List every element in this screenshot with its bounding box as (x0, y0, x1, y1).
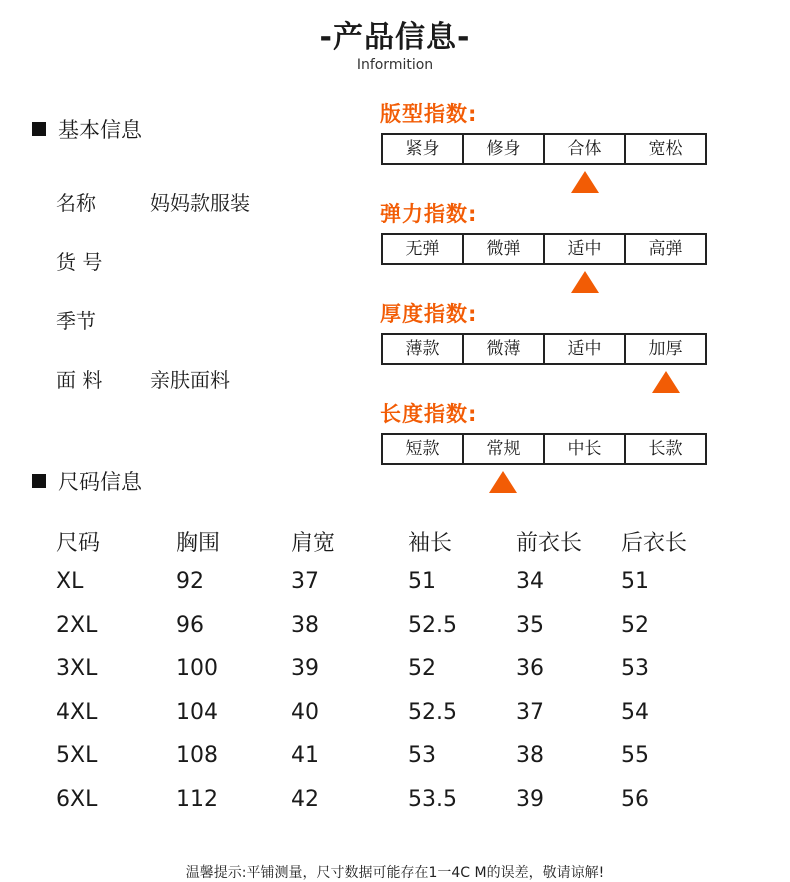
size-cell-bust: 108 (176, 743, 218, 768)
size-cell-front-length: 35 (516, 613, 544, 638)
field-value-name: 妈妈款服装 (150, 191, 250, 215)
size-cell-size: 6XL (56, 787, 98, 812)
size-cell-shoulder: 41 (291, 743, 319, 768)
fit-index-option: 合体 (543, 135, 624, 163)
basic-info-heading (32, 114, 142, 144)
size-cell-back-length: 53 (621, 656, 649, 681)
thickness-index-title: 厚度指数: (380, 302, 478, 326)
size-cell-back-length: 54 (621, 700, 649, 725)
elasticity-index-title: 弹力指数: (380, 202, 478, 226)
thickness-index-option: 薄款 (405, 339, 440, 359)
thickness-index-option: 适中 (543, 335, 624, 363)
elasticity-index-option: 适中 (543, 235, 624, 263)
size-header-bust: 胸围 (176, 531, 221, 556)
size-cell-sleeve: 52 (408, 656, 436, 681)
size-cell-sleeve: 51 (408, 569, 436, 594)
fit-index-title: 版型指数: (380, 102, 478, 126)
elasticity-index-option: 无弹 (405, 239, 440, 259)
size-header-front-length: 前衣长 (516, 531, 583, 556)
size-cell-back-length: 51 (621, 569, 649, 594)
size-header-back-length: 后衣长 (621, 531, 688, 556)
size-cell-shoulder: 38 (291, 613, 319, 638)
fit-index-marker-triangle-icon (571, 171, 599, 193)
elasticity-index-option: 高弹 (624, 235, 705, 263)
size-header-size: 尺码 (56, 531, 101, 556)
size-info-heading (32, 466, 142, 496)
size-cell-bust: 92 (176, 569, 204, 594)
size-cell-front-length: 37 (516, 700, 544, 725)
size-cell-front-length: 36 (516, 656, 544, 681)
length-index-marker-triangle-icon (489, 471, 517, 493)
size-cell-shoulder: 40 (291, 700, 319, 725)
size-header-sleeve: 袖长 (408, 531, 453, 556)
size-cell-front-length: 38 (516, 743, 544, 768)
fit-index-option: 宽松 (624, 135, 705, 163)
size-cell-back-length: 55 (621, 743, 649, 768)
size-cell-front-length: 34 (516, 569, 544, 594)
size-cell-sleeve: 53 (408, 743, 436, 768)
size-cell-size: 5XL (56, 743, 98, 768)
fit-index-scale (381, 133, 707, 165)
size-cell-back-length: 52 (621, 613, 649, 638)
size-cell-size: 4XL (56, 700, 98, 725)
size-cell-size: 2XL (56, 613, 98, 638)
thickness-index-marker-triangle-icon (652, 371, 680, 393)
size-cell-shoulder: 42 (291, 787, 319, 812)
elasticity-index-marker-triangle-icon (571, 271, 599, 293)
thickness-index-option: 微薄 (462, 335, 543, 363)
field-label-season: 季节 (56, 309, 96, 333)
size-cell-bust: 112 (176, 787, 218, 812)
elasticity-index-option: 微弹 (462, 235, 543, 263)
size-cell-bust: 100 (176, 656, 218, 681)
size-cell-size: 3XL (56, 656, 98, 681)
fit-index-option: 紧身 (405, 139, 440, 159)
size-header-shoulder: 肩宽 (291, 531, 336, 556)
length-index-option: 长款 (624, 435, 705, 463)
size-info-heading-text: 尺码信息 (58, 470, 142, 494)
size-cell-front-length: 39 (516, 787, 544, 812)
square-bullet-icon (32, 122, 46, 136)
size-cell-back-length: 56 (621, 787, 649, 812)
size-cell-bust: 104 (176, 700, 218, 725)
length-index-option: 短款 (405, 439, 440, 459)
length-index-option: 中长 (543, 435, 624, 463)
length-index-title: 长度指数: (380, 402, 478, 426)
size-cell-sleeve: 52.5 (408, 700, 457, 725)
elasticity-index-scale (381, 233, 707, 265)
basic-info-heading-text: 基本信息 (58, 118, 142, 142)
thickness-index-scale (381, 333, 707, 365)
field-value-fabric: 亲肤面料 (150, 368, 230, 392)
page-subtitle: Informition (356, 57, 434, 73)
footer-note: 温馨提示:平铺测量，尺寸数据可能存在1一4C M的误差，敬请谅解! (185, 865, 605, 881)
length-index-option: 常规 (462, 435, 543, 463)
size-cell-sleeve: 53.5 (408, 787, 457, 812)
size-cell-shoulder: 39 (291, 656, 319, 681)
thickness-index-option: 加厚 (624, 335, 705, 363)
length-index-scale (381, 433, 707, 465)
size-cell-sleeve: 52.5 (408, 613, 457, 638)
fit-index-option: 修身 (462, 135, 543, 163)
field-label-name: 名称 (56, 191, 96, 215)
square-bullet-icon (32, 474, 46, 488)
page-title: -产品信息- (319, 20, 471, 55)
size-cell-bust: 96 (176, 613, 204, 638)
field-label-fabric: 面 料 (56, 368, 103, 392)
field-label-item-number: 货 号 (56, 250, 103, 274)
size-cell-shoulder: 37 (291, 569, 319, 594)
size-cell-size: XL (56, 569, 84, 594)
